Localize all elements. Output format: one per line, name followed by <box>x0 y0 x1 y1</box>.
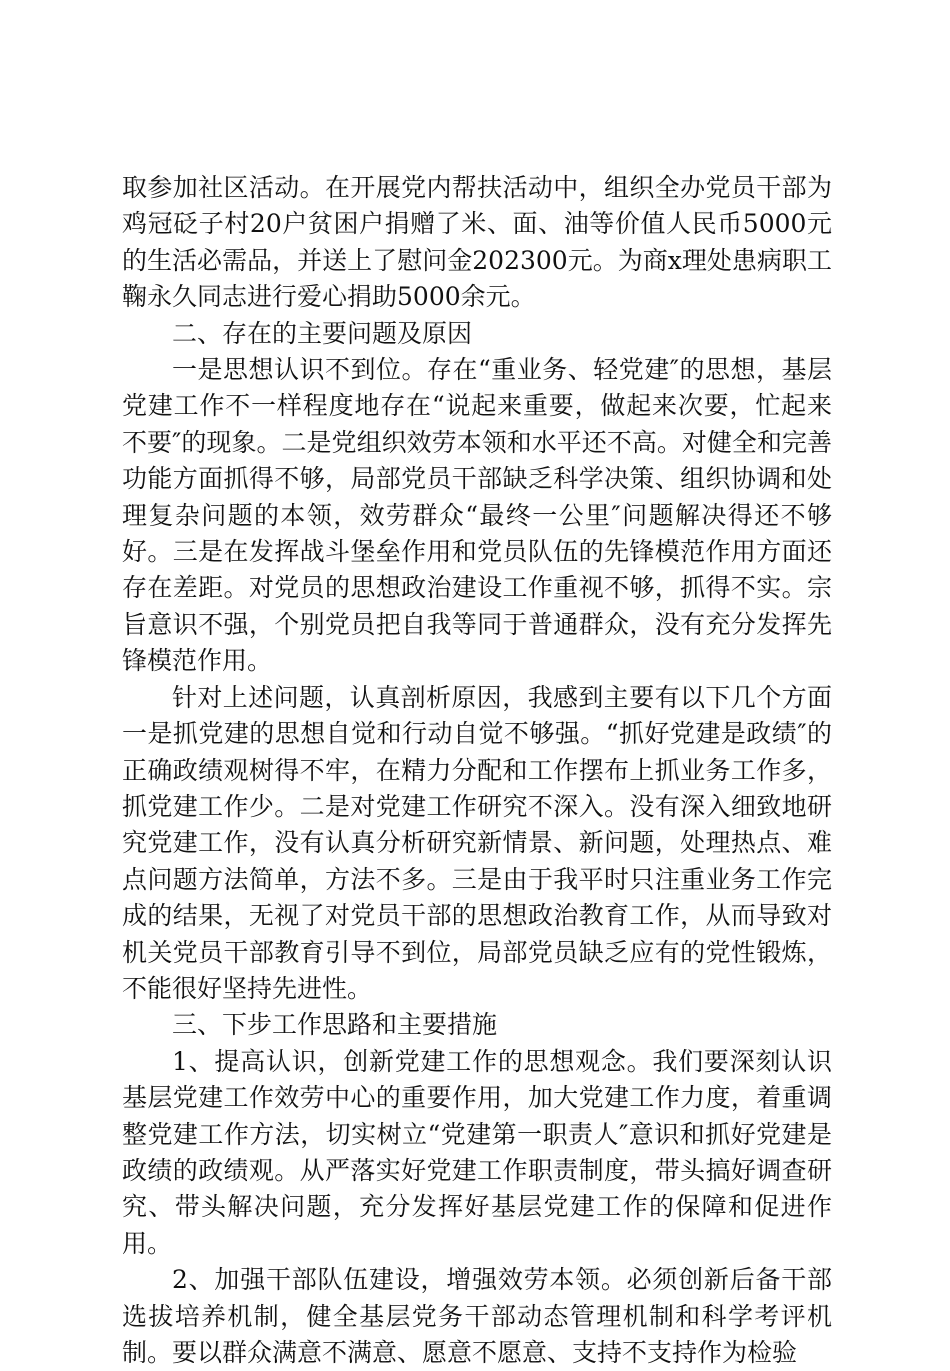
paragraph-problems: 一是思想认识不到位。存在“重业务、轻党建″的思想，基层党建工作不一样程度地存在“说起来重要，做起来次要，忙起来不要″的现象。二是党组织效劳本领和水平还不高。对健全和完善功能方面抓得不够，局部党员干部缺乏科学决策、组织协调和处理复杂问题的本领，效劳群众“最终一公里″问题解决得还不够好。三是在发挥战斗堡垒作用和党员队伍的先锋模范作用方面还存在差距。对党员的思想政治建设工作重视不够，抓得不实。宗旨意识不强，个别党员把自我等同于普通群众，没有充分发挥先锋模范作用。 <box>122 355 832 676</box>
paragraph-measure-2: 2、加强干部队伍建设，增强效劳本领。必须创新后备干部选拔培养机制，健全基层党务干部动态管理机制和科学考评机制。要以群众满意不满意、愿意不愿意、支持不支持作为检验 <box>122 1265 832 1367</box>
document-body <box>122 170 832 1371</box>
section-heading-problems: 二、存在的主要问题及原因 <box>172 318 473 348</box>
paragraph-causes: 针对上述问题，认真剖析原因，我感到主要有以下几个方面一是抓党建的思想自觉和行动自觉不够强。“抓好党建是政绩″的正确政绩观树得不牢，在精力分配和工作摆布上抓业务工作多，抓党建工作少。二是对党建工作研究不深入。没有深入细致地研究党建工作，没有认真分析研究新情景、新问题，处理热点、难点问题方法简单，方法不多。三是由于我平时只注重业务工作完成的结果，无视了对党员干部的思想政治教育工作，从而导致对机关党员干部教育引导不到位，局部党员缺乏应有的党性锻炼，不能很好坚持先进性。 <box>122 682 832 1003</box>
paragraph-measure-1: 1、提高认识，创新党建工作的思想观念。我们要深刻认识基层党建工作效劳中心的重要作用，加大党建工作力度，着重调整党建工作方法，切实树立“党建第一职责人″意识和抓好党建是政绩的政绩观。从严落实好党建工作职责制度，带头搞好调查研究、带头解决问题，充分发挥好基层党建工作的保障和促进作用。 <box>122 1046 832 1258</box>
section-heading-next-steps: 三、下步工作思路和主要措施 <box>172 1010 498 1040</box>
paragraph-community-activities: 取参加社区活动。在开展党内帮扶活动中，组织全办党员干部为鸡冠砭子村20户贫困户捐赠了米、面、油等价值人民币5000元的生活必需品，并送上了慰问金202300元。为商x理处患病职工鞠永久同志进行爱心捐助5000余元。 <box>122 173 832 312</box>
